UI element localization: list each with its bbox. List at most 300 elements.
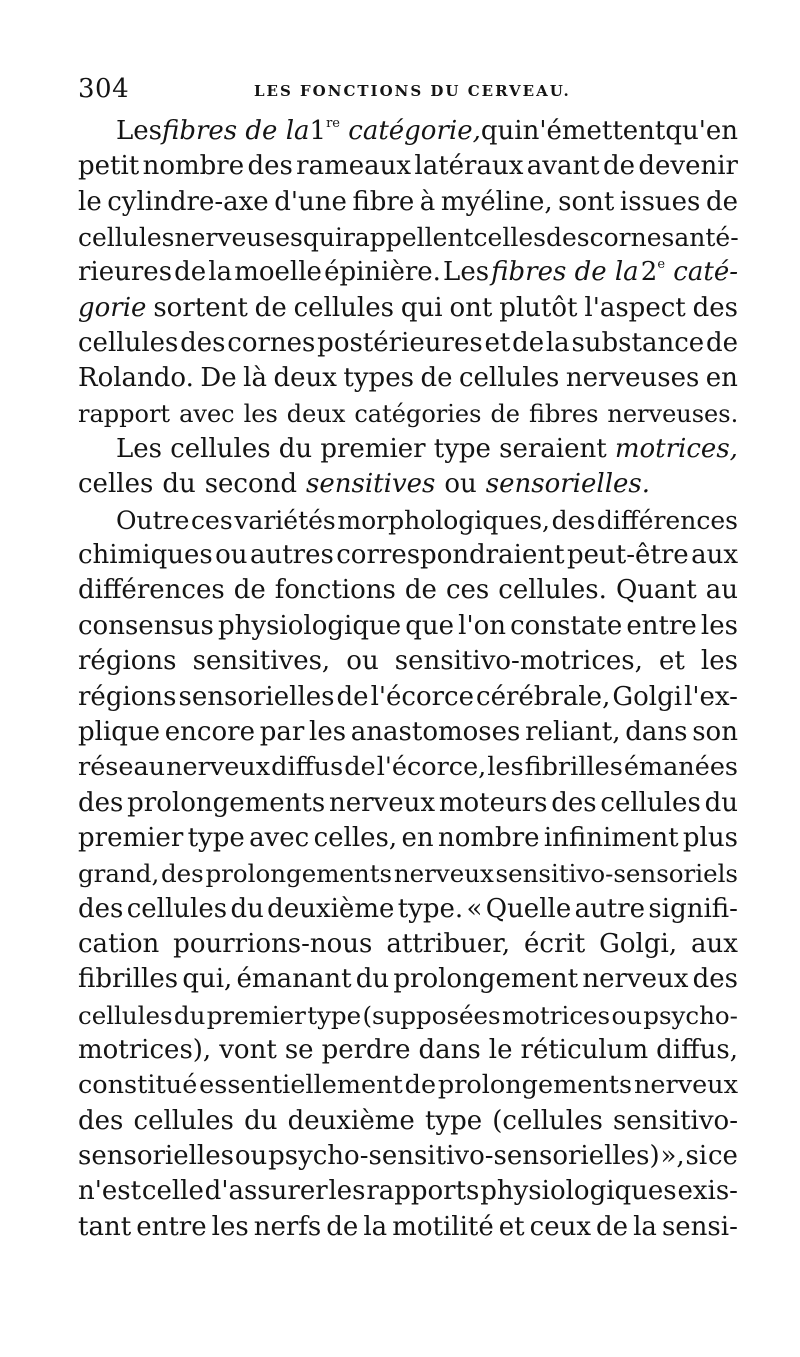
word-text: l'écorce <box>370 681 475 712</box>
word-text: le <box>78 186 102 217</box>
word-text: fibres <box>529 399 599 428</box>
word-text: grand, <box>78 859 160 889</box>
word-text: ces <box>191 505 233 535</box>
word-text: ou <box>215 540 248 571</box>
word <box>78 1104 123 1139</box>
word <box>613 1104 738 1139</box>
word-text: substance <box>571 328 705 359</box>
word-text: autres <box>249 540 334 571</box>
word <box>207 998 306 1033</box>
text-line <box>78 609 738 644</box>
word-text: 2 <box>640 257 658 288</box>
word <box>346 644 378 679</box>
text-line <box>78 1033 738 1068</box>
word-text: ou <box>234 1140 268 1171</box>
word-text: fibre <box>352 186 415 217</box>
word <box>337 680 369 715</box>
page-header <box>78 74 738 114</box>
word <box>693 291 738 326</box>
word <box>691 927 738 962</box>
italic-word <box>491 255 639 290</box>
word-text: les <box>700 646 738 677</box>
word-text: cellules <box>78 223 175 253</box>
text-line <box>78 1174 738 1209</box>
word-text: gorie <box>78 292 147 323</box>
word-text: motrices <box>501 1000 611 1030</box>
word-text: Les <box>443 257 490 288</box>
word <box>502 998 610 1033</box>
word <box>78 361 194 396</box>
word <box>351 715 521 750</box>
word-text: tant <box>78 1211 132 1242</box>
word-text: entre <box>136 1211 207 1242</box>
word-text: sensitivo-sensoriels <box>495 859 738 889</box>
word-text: prolongements <box>205 859 393 889</box>
word <box>438 1068 632 1103</box>
word-text: moteurs <box>438 787 548 818</box>
word <box>487 750 523 785</box>
word-text: écrit <box>524 928 586 959</box>
italic-word <box>162 114 310 149</box>
word <box>544 821 679 856</box>
word <box>356 962 389 997</box>
text-line <box>78 962 738 997</box>
word <box>78 644 177 679</box>
word <box>170 432 270 467</box>
word <box>405 573 437 608</box>
word <box>706 326 738 361</box>
word-text: ou <box>611 1000 642 1030</box>
word-text: nerfs <box>253 1211 322 1242</box>
word <box>603 149 635 184</box>
word-text: psycho- <box>643 1000 738 1030</box>
word-text: par <box>259 716 305 747</box>
word <box>521 1033 649 1068</box>
word <box>693 962 738 997</box>
word <box>394 856 494 891</box>
word <box>362 998 500 1033</box>
running-title: LES FONCTIONS DU CERVEAU. <box>254 82 571 100</box>
word <box>634 1068 738 1103</box>
word <box>78 149 139 184</box>
text-line <box>78 1068 738 1103</box>
word-text: et <box>498 1211 525 1242</box>
word <box>377 750 487 785</box>
text-line <box>78 220 738 255</box>
word <box>706 185 738 220</box>
word-text: chimiques <box>78 540 213 571</box>
word-text: type <box>433 434 491 465</box>
word-text: de <box>326 1211 359 1242</box>
word-text: entre <box>626 610 697 641</box>
word <box>78 680 177 715</box>
word <box>530 1210 591 1245</box>
word <box>512 326 544 361</box>
word-text: latéraux <box>414 151 524 182</box>
word-text: correspondraient <box>336 540 565 571</box>
word-text: avec <box>249 822 310 853</box>
word-text: (cellules <box>492 1105 603 1136</box>
text-line <box>78 326 738 361</box>
word <box>134 1104 234 1139</box>
word <box>489 1033 513 1068</box>
word-text: et <box>658 646 685 677</box>
word-text: de <box>602 151 636 182</box>
word <box>527 149 600 184</box>
word <box>329 786 435 821</box>
word <box>193 644 331 679</box>
word <box>336 538 564 573</box>
word-text: du <box>244 1105 278 1136</box>
word <box>247 149 292 184</box>
italic-word <box>78 291 146 326</box>
word <box>480 1174 676 1209</box>
word-text: Quant <box>615 575 697 606</box>
word <box>78 255 172 290</box>
word <box>659 644 685 679</box>
text-line <box>78 185 738 220</box>
word-text: des <box>692 964 738 995</box>
word <box>575 892 646 927</box>
word-text: l'écorce, <box>376 752 487 783</box>
word-text: autre <box>574 893 646 924</box>
word <box>116 114 162 149</box>
word-text: devenir <box>638 151 738 182</box>
word <box>78 1174 141 1209</box>
word-text: celles <box>473 223 546 253</box>
word <box>78 998 173 1033</box>
word <box>449 291 492 326</box>
text-line <box>78 255 738 290</box>
word-text: de <box>174 257 207 288</box>
word-text: ou <box>444 469 477 500</box>
word-text: qui, <box>182 964 233 995</box>
word-text: la <box>363 1211 388 1242</box>
text-line <box>78 397 738 432</box>
word-text: moelle <box>234 257 322 288</box>
word-text: qui <box>400 292 443 323</box>
word-text: prolongements <box>437 1070 633 1101</box>
word-text: en <box>705 363 738 394</box>
word <box>405 609 454 644</box>
word <box>486 892 571 927</box>
word-text: type <box>187 822 245 853</box>
word-text: motrices), <box>78 1034 212 1065</box>
word-text: aux <box>691 928 738 959</box>
word-text: « <box>466 893 483 924</box>
word <box>566 361 699 396</box>
text-line <box>78 998 738 1033</box>
word-text: épinière. <box>324 257 441 288</box>
word <box>611 998 642 1033</box>
word-text: du <box>278 434 313 465</box>
text-line <box>78 680 738 715</box>
word <box>78 927 159 962</box>
word <box>127 786 325 821</box>
word-text: infiniment <box>543 822 679 853</box>
word <box>656 1033 738 1068</box>
word-text: là <box>243 363 267 394</box>
word-text: deuxième <box>267 893 395 924</box>
word-text: motrices, <box>614 434 738 465</box>
word-text: type. <box>397 893 464 924</box>
word <box>434 432 491 467</box>
superscript: re <box>326 116 340 131</box>
word-text: cellules <box>78 328 179 359</box>
word-text: cellules <box>293 292 394 323</box>
word-text: en <box>401 822 434 853</box>
word <box>287 397 346 432</box>
word <box>78 185 102 220</box>
word <box>317 326 483 361</box>
word-text: diffus, <box>656 1034 738 1065</box>
word-text: les <box>309 716 347 747</box>
word <box>326 1210 358 1245</box>
page-number: 304 <box>78 74 130 104</box>
word-text: petit <box>78 151 140 182</box>
word <box>419 1033 481 1068</box>
word <box>78 573 225 608</box>
word-text: anté- <box>674 223 739 253</box>
word <box>116 432 162 467</box>
word <box>525 715 620 750</box>
word <box>271 750 343 785</box>
word <box>414 149 523 184</box>
word-text: physiologiques <box>480 1176 677 1207</box>
word-text: au <box>705 575 738 606</box>
word-text: et <box>484 328 511 359</box>
word <box>136 1210 206 1245</box>
word-text: nombre <box>142 151 245 182</box>
word-text: nerveux <box>393 859 494 889</box>
word <box>235 1139 267 1174</box>
word <box>529 397 598 432</box>
word <box>78 1139 234 1174</box>
word <box>638 149 738 184</box>
word-text: nerveuses <box>174 223 303 253</box>
word-text: issues <box>619 186 701 217</box>
word <box>166 750 270 785</box>
word <box>662 1210 738 1245</box>
word <box>142 1174 204 1209</box>
word <box>296 149 411 184</box>
word <box>643 998 738 1033</box>
word-text: peut-être <box>566 540 689 571</box>
word-text: de <box>336 681 369 712</box>
word <box>633 1210 657 1245</box>
word <box>425 1104 482 1139</box>
word-text: nombre <box>438 822 540 853</box>
word-text: dans <box>625 716 688 747</box>
word <box>237 962 352 997</box>
word-text: différences <box>78 575 225 606</box>
word <box>525 750 623 785</box>
word <box>706 361 738 396</box>
word-text: premier <box>320 434 426 465</box>
word-text: cylindre-axe <box>107 186 269 217</box>
text-line <box>78 1210 738 1245</box>
word <box>476 680 610 715</box>
word-text: plique <box>78 716 161 747</box>
word <box>161 856 204 891</box>
word <box>343 361 414 396</box>
word-text: postérieures <box>317 328 483 359</box>
word <box>230 892 263 927</box>
word <box>314 821 398 856</box>
word <box>558 185 614 220</box>
word-text: », <box>660 1140 685 1171</box>
text-line <box>78 927 738 962</box>
word-text: rappellent <box>342 223 474 253</box>
word-text: des <box>161 859 204 889</box>
text-line <box>78 715 738 750</box>
word-text: qui <box>480 116 523 146</box>
word <box>267 892 394 927</box>
word-text: sensorielles <box>78 1140 234 1171</box>
word <box>234 573 266 608</box>
word <box>616 573 697 608</box>
word <box>310 114 481 149</box>
text-line <box>78 114 738 149</box>
word <box>78 609 214 644</box>
word <box>402 821 434 856</box>
text-line <box>78 149 738 184</box>
word-text: les <box>700 610 738 641</box>
word-text: types <box>343 363 414 394</box>
word-text: (supposées <box>362 1000 501 1030</box>
word-text: de <box>490 399 521 428</box>
word <box>599 927 677 962</box>
word <box>420 361 452 396</box>
word <box>392 1210 494 1245</box>
word <box>174 998 205 1033</box>
word <box>420 185 436 220</box>
text-line <box>78 361 738 396</box>
word <box>498 573 607 608</box>
word-text: son <box>692 716 738 747</box>
word <box>279 432 312 467</box>
word-text: consensus <box>78 610 214 641</box>
word <box>78 892 123 927</box>
text-line <box>78 786 738 821</box>
word-text: régions <box>78 681 177 712</box>
word-text: type <box>424 1105 483 1136</box>
word <box>188 821 245 856</box>
word <box>523 114 666 149</box>
word <box>215 538 247 573</box>
word <box>481 114 523 149</box>
word-text: rapports <box>366 1176 480 1207</box>
word-fragment: caté- <box>665 257 738 288</box>
word <box>205 467 297 502</box>
word <box>244 1104 277 1139</box>
word <box>441 185 553 220</box>
word-text: des <box>180 328 226 359</box>
word <box>524 927 585 962</box>
word-text: d'assurer <box>204 1176 328 1207</box>
word <box>234 503 335 538</box>
word-text: avant <box>526 151 600 182</box>
word <box>496 856 738 891</box>
word <box>212 1210 249 1245</box>
word <box>612 680 682 715</box>
word <box>600 786 700 821</box>
word-text: de <box>596 1211 629 1242</box>
word-text: ces <box>445 575 490 606</box>
word <box>218 609 401 644</box>
word <box>596 1210 628 1245</box>
word <box>275 573 396 608</box>
text-line <box>78 432 738 467</box>
word <box>78 467 153 502</box>
word <box>405 1068 436 1103</box>
word-fragment: catégorie, <box>340 116 481 146</box>
word <box>175 220 303 255</box>
word <box>320 432 425 467</box>
word-text: cérébrale, <box>476 681 611 712</box>
word <box>692 715 738 750</box>
word <box>660 1139 684 1174</box>
word-text: n'est <box>78 1176 142 1207</box>
word-text: variétés <box>234 505 336 535</box>
word-text: fibres de la <box>491 257 639 288</box>
word-text: celle <box>141 1176 204 1207</box>
word-text: second <box>204 469 298 500</box>
word <box>294 291 394 326</box>
word-text: motilité <box>392 1211 494 1242</box>
word-text: diffus <box>271 752 344 783</box>
word-text: de <box>344 752 376 783</box>
word <box>288 1104 415 1139</box>
word <box>179 680 335 715</box>
word <box>337 503 550 538</box>
word-text: cornes <box>227 328 316 359</box>
word-text: que <box>405 610 454 641</box>
word <box>173 927 372 962</box>
word <box>648 892 738 927</box>
word <box>371 680 474 715</box>
word <box>78 962 178 997</box>
word <box>395 644 643 679</box>
word <box>143 149 245 184</box>
word <box>386 927 510 962</box>
word-text: plutôt <box>499 292 578 323</box>
word <box>626 609 696 644</box>
word-text: Les <box>116 116 162 146</box>
word <box>78 750 165 785</box>
word <box>366 1174 479 1209</box>
text-line <box>78 1139 738 1174</box>
word <box>691 538 738 573</box>
word-text: constate <box>510 610 623 641</box>
word-text: de <box>705 328 738 359</box>
word <box>116 503 189 538</box>
word <box>398 892 463 927</box>
word <box>205 1174 328 1209</box>
word-text: sortent <box>153 292 248 323</box>
word <box>180 326 225 361</box>
word-text: du <box>704 787 738 818</box>
word <box>641 255 738 290</box>
word <box>393 962 578 997</box>
word <box>708 1139 738 1174</box>
word-text: réseau <box>78 752 166 783</box>
word-text: physiologique <box>218 610 402 641</box>
word-text: l'ex- <box>684 681 738 712</box>
word-text: nerveuses <box>565 363 700 394</box>
word-text: des <box>551 787 597 818</box>
word-text: rapport <box>78 399 171 428</box>
